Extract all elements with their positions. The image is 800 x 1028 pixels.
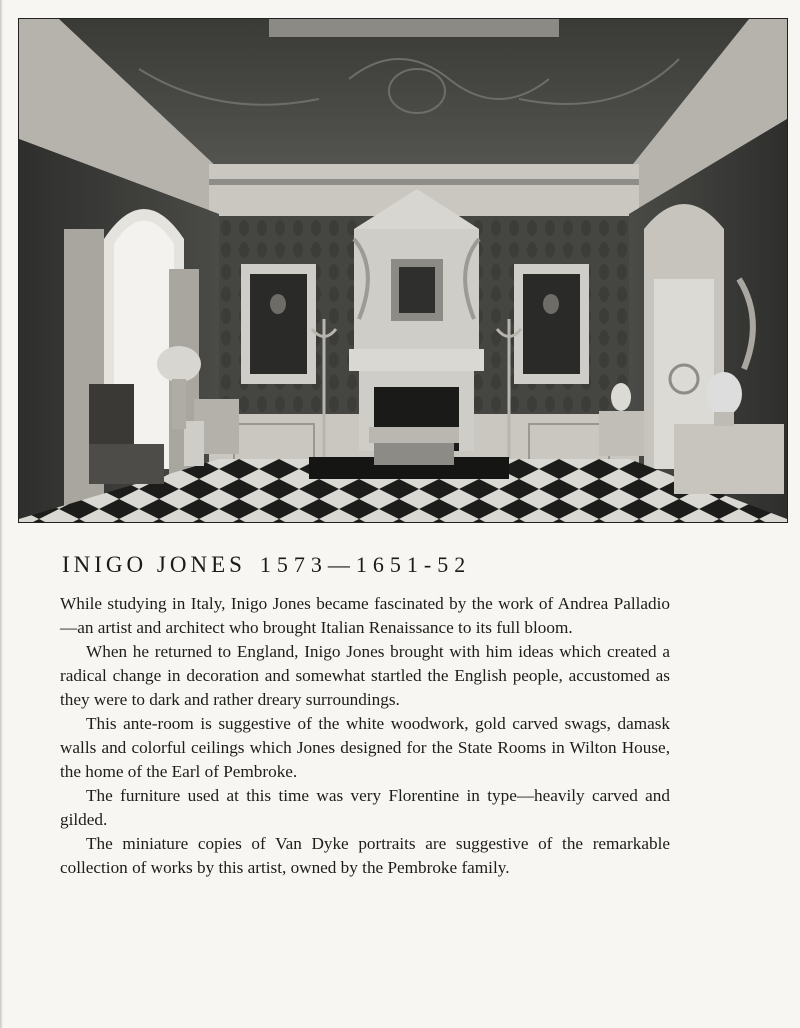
room-photograph	[18, 18, 788, 523]
paragraph: While studying in Italy, Inigo Jones became fascinated by the work of Andrea Palladio—an artist and architect who brought Italian Renaissance to its full bloom.	[60, 594, 670, 637]
title-years: 1573—1651-52	[259, 552, 472, 577]
paragraph: The furniture used at this time was very Florentine in type—heavily carved and gilded.	[60, 786, 670, 829]
paragraph: When he returned to England, Inigo Jones brought with him ideas which created a radical change in decoration and somewhat startled the English people, accustomed as they were to dark and rather dreary surroundings.	[60, 642, 670, 709]
page-title	[62, 552, 471, 578]
article-body	[60, 592, 670, 880]
paragraph: This ante-room is suggestive of the white woodwork, gold carved swags, damask walls and colorful ceilings which Jones designed for the State Rooms in Wilton House, the home of the Earl of Pembroke.	[60, 714, 670, 781]
page-edge	[0, 0, 3, 1028]
paragraph: The miniature copies of Van Dyke portraits are suggestive of the remarkable collection of works by this artist, owned by the Pembroke family.	[60, 834, 670, 877]
title-name: INIGO JONES	[62, 552, 246, 577]
